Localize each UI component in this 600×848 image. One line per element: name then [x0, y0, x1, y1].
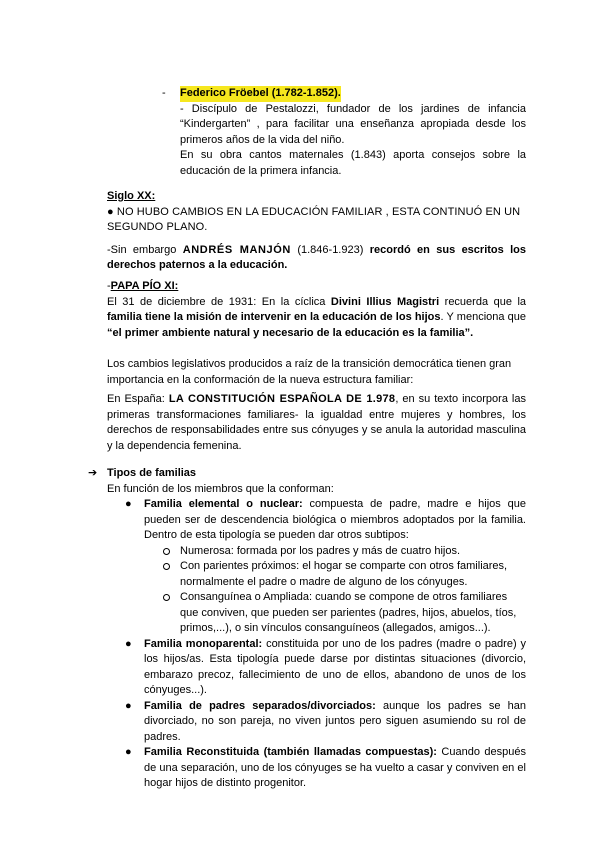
constitucion-title: LA CONSTITUCIÓN ESPAÑOLA DE 1.978 — [168, 393, 396, 405]
manjon-intro: -Sin embargo — [107, 243, 183, 256]
papa-text-5: . Y menciona que — [440, 311, 526, 323]
tipos-familias-section — [88, 466, 526, 792]
froebel-bio: - Discípulo de Pestalozzi, fundador de los jardines de infancia “Kindergarten” , para facilitar una enseñanza apropiada desde los primeros años de la vida del niño. — [180, 102, 526, 146]
separados-title: Familia de padres separados/divorciados: — [144, 699, 376, 712]
papa-text-3: recuerda que la — [439, 295, 527, 308]
reconstituida-text: Cuando después de una separación, uno de los cónyuges se ha vuelto a casar y conviven en el hogar hijos de distinto progenitor. — [144, 746, 527, 789]
arrow-icon: ➔ — [88, 467, 98, 479]
subtype-numerosa: Numerosa: formada por los padres y más de cuatro hijos. — [180, 544, 461, 557]
list-item — [180, 559, 526, 590]
cambios-section — [107, 357, 526, 388]
espana-text: , en su texto incorpora las primeras transformaciones familiares- la igualdad entre mujeres y hombres, los derechos de responsabilidades entre sus cónyuges y se anula la autoridad masculina y la dependencia femenina. — [107, 393, 526, 452]
froebel-section — [162, 86, 526, 179]
papa-quote: “el primer ambiente natural y necesario de la educación es la familia”. — [107, 326, 474, 339]
cambios-paragraph: Los cambios legislativos producidos a raíz de la transición democrática tienen gran importancia en la conformación de la nueva estructura familiar: — [107, 358, 512, 386]
espana-section — [107, 392, 526, 454]
circle-bullet-icon — [163, 594, 170, 601]
siglo-xx-section — [107, 189, 526, 274]
papa-mission: familia tiene la misión de intervenir en la educación de los hijos — [107, 311, 441, 323]
monoparental-title: Familia monoparental: — [144, 637, 263, 650]
list-item — [180, 590, 526, 637]
monoparental-text: constituida por uno de los padres (madre o padre) y los hijos/as. Esta tipología puede darse por distintas situaciones (divorcio, embarazo precoz, fallecimiento de uno de ellos, abandono de unos de los cónyuges...). — [144, 637, 527, 696]
list-dash: - — [162, 87, 166, 99]
circle-bullet-icon — [163, 563, 170, 570]
espana-intro: En España: — [107, 393, 169, 405]
tipos-heading: Tipos de familias — [107, 467, 197, 479]
manjon-statement: recordó en sus escritos los derechos paternos a la educación. — [107, 243, 527, 271]
manjon-dates: (1.846-1.923) — [290, 243, 370, 256]
bullet-icon: ● — [125, 637, 132, 650]
froebel-name: Federico Fröebel (1.782-1.852). — [180, 86, 341, 102]
bullet-icon: ● — [125, 746, 132, 758]
list-item — [125, 745, 527, 792]
papa-heading: PAPA PÍO XI: — [110, 280, 179, 292]
manjon-paragraph — [107, 243, 526, 274]
bullet-icon: ● — [125, 498, 132, 510]
siglo-xx-heading: Siglo XX: — [107, 190, 156, 202]
manjon-name: ANDRÉS MANJÓN — [182, 243, 291, 256]
list-item — [180, 544, 526, 560]
papa-paragraph — [107, 295, 526, 342]
elemental-title: Familia elemental o nuclear: — [144, 498, 303, 510]
elemental-text: compuesta de padre, madre e hijos que pueden ser de descendencia biológica o miembros adoptados por la familia. Dentro de esta tipología se pueden dar otros subtipos: — [144, 498, 526, 541]
bullet-icon: ● — [125, 699, 132, 712]
espana-paragraph — [107, 392, 526, 454]
papa-dash: - — [107, 280, 111, 292]
separados-text: aunque los padres se han divorciado, no son pareja, no viven juntos pero siguen asumiendo su rol de padres. — [144, 699, 526, 743]
tipos-intro: En función de los miembros que la conforman: — [107, 482, 334, 495]
papa-section — [107, 279, 526, 341]
siglo-xx-bullet: ● NO HUBO CAMBIOS EN LA EDUCACIÓN FAMILIAR , ESTA CONTINUÓ EN UN SEGUNDO PLANO. — [107, 205, 521, 233]
list-item — [125, 497, 526, 544]
list-item — [125, 637, 527, 699]
subtype-consanguinea: Consanguínea o Ampliada: cuando se compone de otros familiares que conviven, que pueden ser parientes (padres, hijos, abuelos, tíos, primos,...), o sin vínculos consanguíneos (allegados, amigos...). — [180, 591, 517, 634]
circle-bullet-icon — [163, 548, 170, 555]
froebel-work: En su obra cantos maternales (1.843) aporta consejos sobre la educación de la primera infancia. — [180, 149, 526, 177]
list-item — [125, 699, 526, 746]
reconstituida-title: Familia Reconstituida (también llamadas compuestas): — [144, 746, 437, 758]
encyclical-title: Divini Illius Magistri — [330, 295, 440, 308]
subtype-parientes: Con parientes próximos: el hogar se comparte con otros familiares, normalmente el padre o madre de alguno de los cónyuges. — [180, 560, 508, 588]
papa-text-1: El 31 de diciembre de 1931: En la cíclica — [107, 295, 331, 308]
